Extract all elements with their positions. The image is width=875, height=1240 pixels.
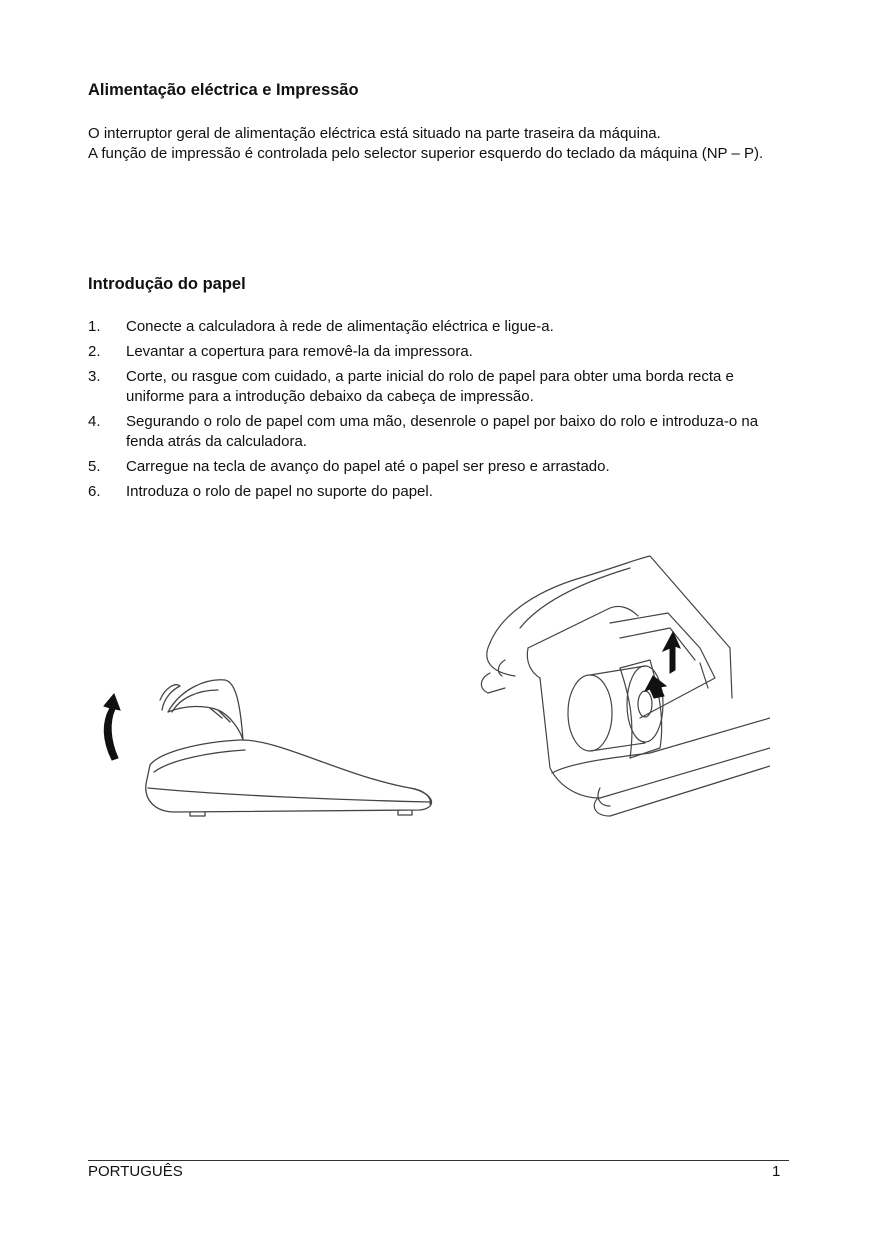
step-number: 5. [88, 458, 101, 475]
step-text: Carregue na tecla de avanço do papel até o papel ser preso e arrastado. [126, 458, 610, 475]
step-number: 6. [88, 483, 101, 500]
step-text: Levantar a copertura para removê-la da impressora. [126, 343, 473, 360]
power-printing-paragraph [88, 124, 788, 164]
list-item [88, 412, 788, 452]
list-item [88, 457, 788, 477]
list-item [88, 342, 788, 362]
list-item [88, 482, 788, 502]
calculator-cover-removal-illustration [80, 660, 450, 830]
list-item [88, 367, 788, 407]
step-number: 4. [88, 413, 101, 430]
footer-divider [88, 1160, 789, 1161]
paper-insertion-steps [88, 317, 788, 507]
paragraph-line: O interruptor geral de alimentação eléctrica está situado na parte traseira da máquina. [88, 125, 661, 142]
list-item [88, 317, 788, 337]
page-number: 1 [772, 1163, 781, 1180]
paragraph-line: A função de impressão é controlada pelo selector superior esquerdo do teclado da máquina (NP – P). [88, 145, 764, 162]
step-text: Corte, ou rasgue com cuidado, a parte inicial do rolo de papel para obter uma borda recta e uniforme para a introdução debaixo da cabeça de impressão. [126, 368, 734, 405]
paper-roll-insertion-illustration [470, 548, 770, 823]
step-text: Introduza o rolo de papel no suporte do papel. [126, 483, 433, 500]
step-number: 1. [88, 318, 101, 335]
step-number: 3. [88, 368, 101, 385]
step-text: Segurando o rolo de papel com uma mão, desenrole o papel por baixo do rolo e introduza-o na fenda atrás da calculadora. [126, 413, 759, 450]
step-text: Conecte a calculadora à rede de alimentação eléctrica e ligue-a. [126, 318, 554, 335]
section-heading-power-printing: Alimentação eléctrica e Impressão [88, 81, 359, 99]
step-number: 2. [88, 343, 101, 360]
footer-language: PORTUGUÊS [88, 1163, 183, 1180]
section-heading-paper-insertion: Introdução do papel [88, 275, 246, 293]
